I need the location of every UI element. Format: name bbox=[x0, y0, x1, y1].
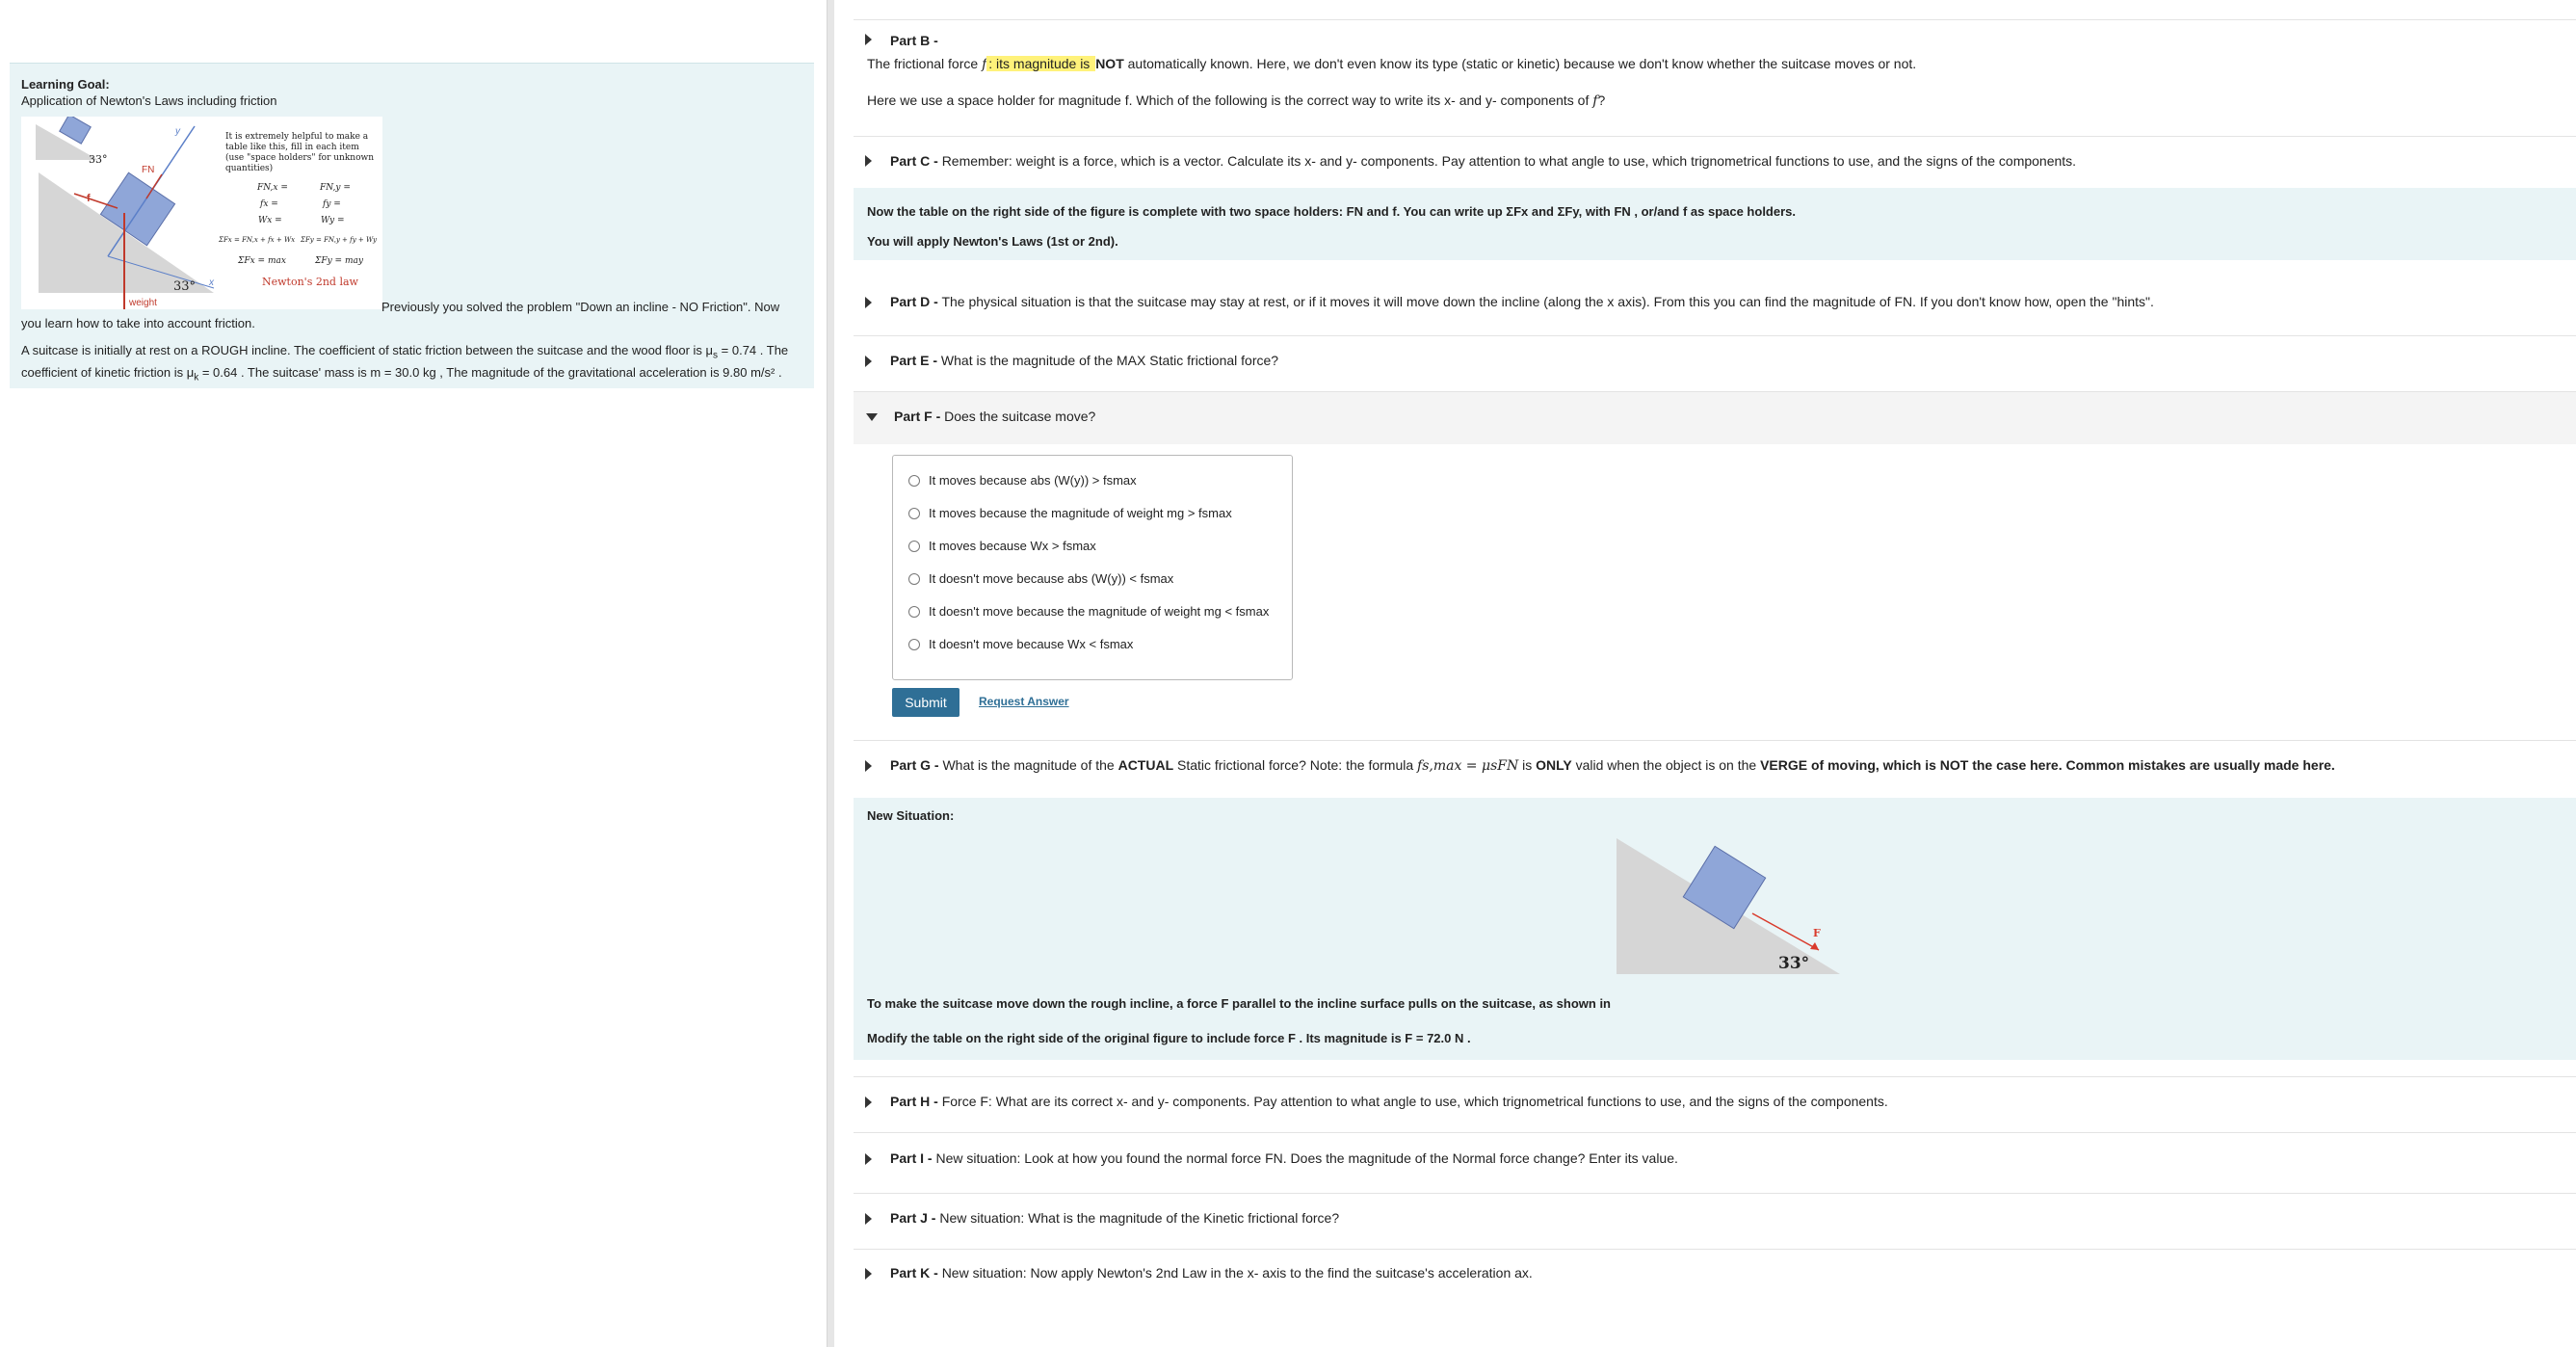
part-c-text: Remember: weight is a force, which is a vector. Calculate its x- and y- components. Pay attention to what angle to use, which trignometrical functions to use, and the signs of the components. bbox=[941, 153, 2077, 169]
part-h[interactable] bbox=[854, 1076, 2576, 1131]
fig-note-2: table like this, fill in each item bbox=[225, 143, 359, 152]
part-k-label: Part K - bbox=[890, 1265, 938, 1281]
info-note-line1: Now the table on the right side of the figure is complete with two space holders: FN and f. You can write up ΣFx and ΣFy, with FN , or/and f as space holders. bbox=[867, 204, 1796, 219]
row-fnx: FN,x = bbox=[257, 183, 288, 193]
part-b-line2: Here we use a space holder for magnitude f. Which of the following is the correct way to write its x- and y- components of f? bbox=[867, 92, 1606, 109]
radio-button[interactable] bbox=[908, 606, 920, 618]
part-f-header[interactable] bbox=[854, 391, 2576, 444]
submit-button[interactable]: Submit bbox=[892, 688, 959, 717]
part-k[interactable] bbox=[854, 1249, 2576, 1307]
row-wx: Wx = bbox=[258, 216, 282, 225]
part-d-text: The physical situation is that the suitcase may stay at rest, or if it moves it will move down the incline (along the x axis). From this you can find the magnitude of FN. If you don't know how, open the "hints". bbox=[941, 294, 2154, 309]
row-fy: fy = bbox=[323, 199, 341, 209]
request-answer-link[interactable]: Request Answer bbox=[979, 695, 1069, 708]
x-axis-label: x bbox=[209, 277, 214, 288]
previous-text-2: you learn how to take into account friction. bbox=[21, 316, 255, 330]
part-f-options-box bbox=[892, 455, 1293, 680]
part-h-label: Part H - bbox=[890, 1094, 938, 1109]
previous-text-1: Previously you solved the problem "Down an incline - NO Friction". Now bbox=[381, 300, 780, 314]
expand-triangle-icon[interactable] bbox=[865, 356, 872, 367]
weight-label: weight bbox=[129, 298, 157, 308]
learning-goal-subheading: Application of Newton's Laws including friction bbox=[21, 93, 277, 108]
new-situation-box bbox=[854, 798, 2576, 1060]
new-angle-label: 33° bbox=[1778, 954, 1810, 973]
part-f-label: Part F - bbox=[894, 409, 941, 424]
info-note-line2: You will apply Newton's Laws (1st or 2nd). bbox=[867, 234, 1118, 249]
expand-triangle-icon[interactable] bbox=[865, 34, 872, 45]
force-f-label: F bbox=[1813, 927, 1821, 939]
small-suitcase bbox=[60, 117, 92, 144]
option-5[interactable]: It doesn't move because the magnitude of weight mg < fsmax bbox=[908, 604, 1269, 619]
radio-button[interactable] bbox=[908, 475, 920, 487]
incline-diagram bbox=[21, 117, 382, 309]
part-j[interactable] bbox=[854, 1193, 2576, 1248]
expand-triangle-icon[interactable] bbox=[865, 1268, 872, 1280]
part-c-label: Part C - bbox=[890, 153, 938, 169]
small-angle-label: 33° bbox=[89, 153, 108, 166]
part-d-label: Part D - bbox=[890, 294, 938, 309]
formula-fsmax: fs,max = μsFN bbox=[1417, 758, 1519, 774]
option-1[interactable]: It moves because abs (W(y)) > fsmax bbox=[908, 473, 1137, 488]
info-note-table bbox=[854, 188, 2576, 260]
option-6[interactable]: It doesn't move because Wx < fsmax bbox=[908, 637, 1133, 651]
row-ma: ΣFx = max bbox=[238, 256, 286, 266]
part-i-text: New situation: Look at how you found the normal force FN. Does the magnitude of the Normal force change? Enter its value. bbox=[935, 1150, 1678, 1166]
expand-triangle-icon[interactable] bbox=[865, 1096, 872, 1108]
row-fx: fx = bbox=[260, 199, 278, 209]
option-2[interactable]: It moves because the magnitude of weight mg > fsmax bbox=[908, 506, 1232, 520]
part-j-text: New situation: What is the magnitude of the Kinetic frictional force? bbox=[939, 1210, 1340, 1226]
panel-divider[interactable] bbox=[827, 0, 834, 1347]
part-b-line1: The frictional force f : its magnitude is NOT automatically known. Here, we don't even know its type (static or kinetic) because we don't know whether the suitcase moves or not. bbox=[867, 56, 1917, 72]
row-wy: Wy = bbox=[321, 216, 345, 225]
part-e-text: What is the magnitude of the MAX Static frictional force? bbox=[940, 353, 1279, 368]
part-i[interactable] bbox=[854, 1132, 2576, 1191]
radio-button[interactable] bbox=[908, 508, 920, 519]
collapse-triangle-icon[interactable] bbox=[866, 413, 878, 421]
radio-button[interactable] bbox=[908, 541, 920, 552]
radio-button[interactable] bbox=[908, 639, 920, 650]
new-situation-title: New Situation: bbox=[867, 808, 955, 823]
row-sumx: ΣFx = FN,x + fx + Wx bbox=[219, 236, 296, 244]
part-h-text: Force F: What are its correct x- and y- components. Pay attention to what angle to use, which trignometrical functions to use, and the signs of the components. bbox=[941, 1094, 1888, 1109]
normal-force-label: FN bbox=[142, 165, 155, 175]
fig-note-3: (use "space holders" for unknown bbox=[225, 153, 375, 163]
new-situation-line1: To make the suitcase move down the rough incline, a force F parallel to the incline surface pulls on the suitcase, as shown in bbox=[867, 996, 1611, 1011]
part-k-text: New situation: Now apply Newton's 2nd Law in the x- axis to the find the suitcase's acceleration ax. bbox=[941, 1265, 1533, 1281]
main-angle-label: 33° bbox=[173, 279, 197, 294]
expand-triangle-icon[interactable] bbox=[865, 297, 872, 308]
part-e[interactable] bbox=[854, 335, 2576, 389]
new-situation-line2: Modify the table on the right side of the original figure to include force F . Its magnitude is F = 72.0 N . bbox=[867, 1031, 1471, 1045]
incline-figure bbox=[21, 117, 382, 309]
fig-note-1: It is extremely helpful to make a bbox=[225, 132, 369, 142]
part-j-label: Part J - bbox=[890, 1210, 936, 1226]
option-3[interactable]: It moves because Wx > fsmax bbox=[908, 539, 1096, 553]
newton-label: Newton's 2nd law bbox=[262, 276, 358, 288]
learning-goal-box bbox=[10, 63, 814, 388]
part-d[interactable] bbox=[854, 273, 2576, 332]
expand-triangle-icon[interactable] bbox=[865, 760, 872, 772]
radio-button[interactable] bbox=[908, 573, 920, 585]
part-i-label: Part I - bbox=[890, 1150, 933, 1166]
fig-note-4: quantities) bbox=[225, 164, 274, 173]
part-f-text: Does the suitcase move? bbox=[944, 409, 1096, 424]
left-panel bbox=[0, 0, 827, 1347]
problem-statement: A suitcase is initially at rest on a ROUGH incline. The coefficient of static friction between the suitcase and the wood floor is $\mu_s = 0.74$ . The coefficient of kinetic friction is $\mu_k = 0.64$ . The suitcase' mass is m = 30.0 kg , The magnitude of the gravitational acceleration is 9.80 m/s² . bbox=[21, 343, 789, 383]
part-b-label: Part B - bbox=[890, 33, 938, 48]
part-g[interactable]: Part G - What is the magnitude of the ACTUAL Static frictional force? Note: the formula fs,max = μsFN is ONLY valid when the object is on the VERGE of moving, which is NOT the case here. Common mistakes are usually made here. bbox=[854, 740, 2576, 797]
part-e-label: Part E - bbox=[890, 353, 938, 368]
part-b[interactable] bbox=[854, 19, 2576, 134]
row-may: ΣFy = may bbox=[315, 256, 363, 266]
row-sumy: ΣFy = FN,y + fy + Wy bbox=[301, 236, 377, 244]
part-c[interactable] bbox=[854, 136, 2576, 187]
expand-triangle-icon[interactable] bbox=[865, 155, 872, 167]
row-fny: FN,y = bbox=[320, 183, 351, 193]
learning-goal-heading: Learning Goal: bbox=[21, 77, 110, 92]
expand-triangle-icon[interactable] bbox=[865, 1213, 872, 1225]
part-g-label: Part G - bbox=[890, 757, 939, 773]
y-axis-label: y bbox=[175, 126, 180, 137]
expand-triangle-icon[interactable] bbox=[865, 1153, 872, 1165]
option-4[interactable]: It doesn't move because abs (W(y)) < fsmax bbox=[908, 571, 1173, 586]
new-situation-figure bbox=[1615, 836, 1846, 986]
friction-label: f bbox=[87, 193, 91, 204]
